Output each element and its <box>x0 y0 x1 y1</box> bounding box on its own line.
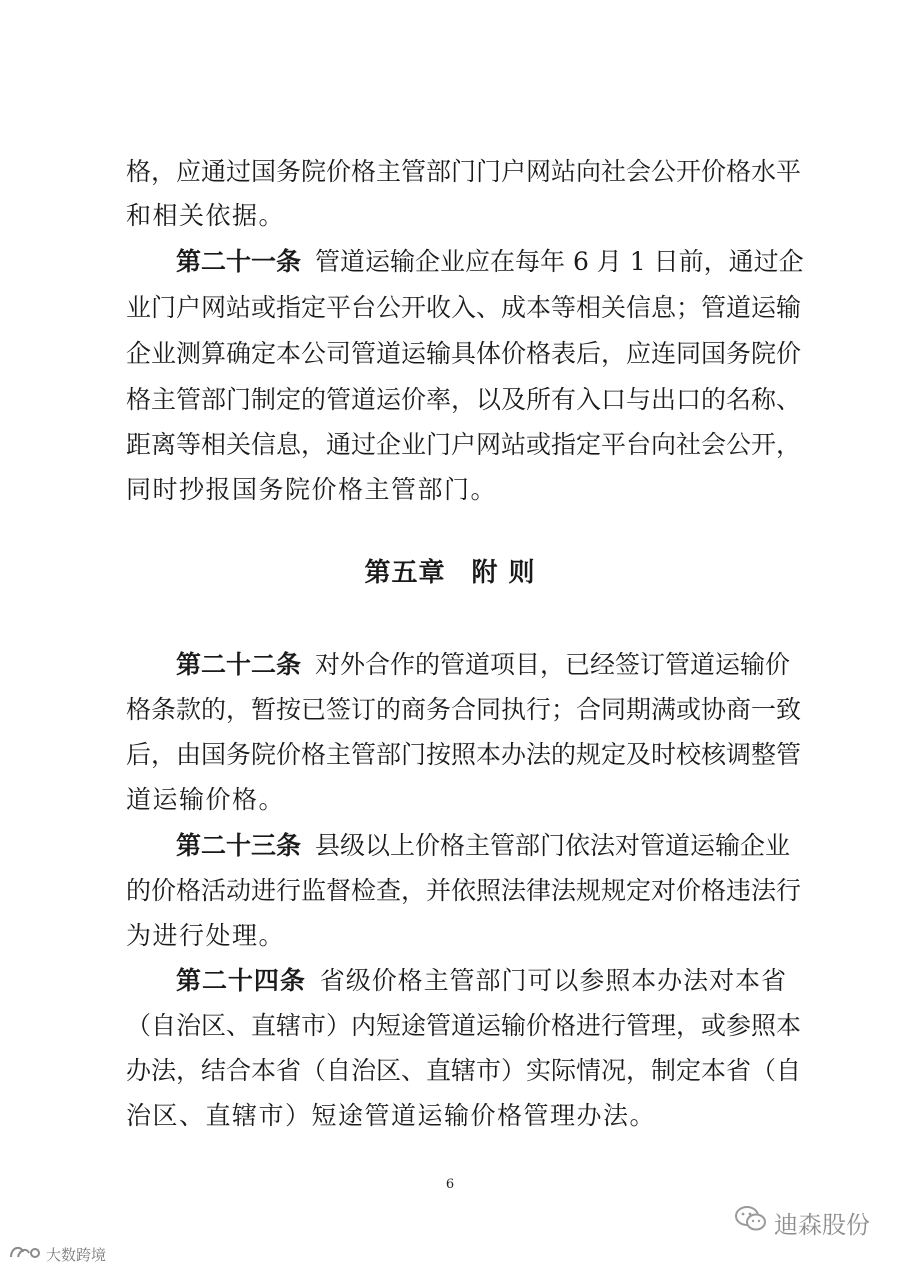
text-line: 格条款的，暂按已签订的商务合同执行；合同期满或协商一致 <box>126 695 802 724</box>
article-22-label: 第二十二条 <box>176 650 302 679</box>
watermark-left <box>8 1243 106 1265</box>
text-line: （自治区、直辖市）内短途管道运输价格进行管理，或参照本 <box>126 1011 802 1040</box>
text-line: 和相关依据。 <box>126 201 286 230</box>
watermark-right-text: 迪森股份 <box>774 1210 870 1239</box>
chapter-heading <box>0 553 900 593</box>
article-21-label: 第二十一条 <box>176 247 302 276</box>
text-line: 格主管部门制定的管道运价率，以及所有入口与出口的名称、 <box>126 385 802 414</box>
article-24-first-line <box>176 961 786 1001</box>
text-line: 后，由国务院价格主管部门按照本办法的规定及时校核调整管 <box>126 740 802 769</box>
text-line: 距离等相关信息，通过企业门户网站或指定平台向社会公开， <box>126 430 802 459</box>
article-22-first-line <box>176 645 791 685</box>
article-21-text: 管道运输企业应在每年 6 月 1 日前，通过企 <box>315 247 804 276</box>
article-24-label: 第二十四条 <box>176 966 306 995</box>
text-line: 格，应通过国务院价格主管部门门户网站向社会公开价格水平 <box>126 157 802 186</box>
article-21-first-line <box>176 242 804 282</box>
chapter-title: 附 则 <box>471 558 536 588</box>
article-23-label: 第二十三条 <box>176 831 302 860</box>
watermark-right <box>734 1207 870 1237</box>
watermark-left-text: 大数跨境 <box>46 1245 107 1264</box>
article-23-text: 县级以上价格主管部门依法对管道运输企业 <box>315 831 791 860</box>
text-line: 治区、直辖市）短途管道运输价格管理办法。 <box>126 1101 657 1130</box>
text-line: 同时抄报国务院价格主管部门。 <box>126 475 498 504</box>
text-line: 业门户网站或指定平台公开收入、成本等相关信息；管道运输 <box>126 293 802 322</box>
chapter-number: 第五章 <box>364 558 446 588</box>
brand-logo-icon <box>8 1243 42 1265</box>
wechat-icon <box>734 1205 768 1239</box>
text-line: 办法，结合本省（自治区、直辖市）实际情况，制定本省（自 <box>126 1056 802 1085</box>
text-line: 企业测算确定本公司管道运输具体价格表后，应连同国务院价 <box>126 339 802 368</box>
article-24-text: 省级价格主管部门可以参照本办法对本省 <box>319 966 786 995</box>
page-number: 6 <box>445 1177 455 1192</box>
article-22-text: 对外合作的管道项目，已经签订管道运输价 <box>315 650 791 679</box>
article-23-first-line <box>176 826 791 866</box>
text-line: 为进行处理。 <box>126 921 286 950</box>
text-line: 道运输价格。 <box>126 785 286 814</box>
text-line: 的价格活动进行监督检查，并依照法律法规规定对价格违法行 <box>126 876 802 905</box>
